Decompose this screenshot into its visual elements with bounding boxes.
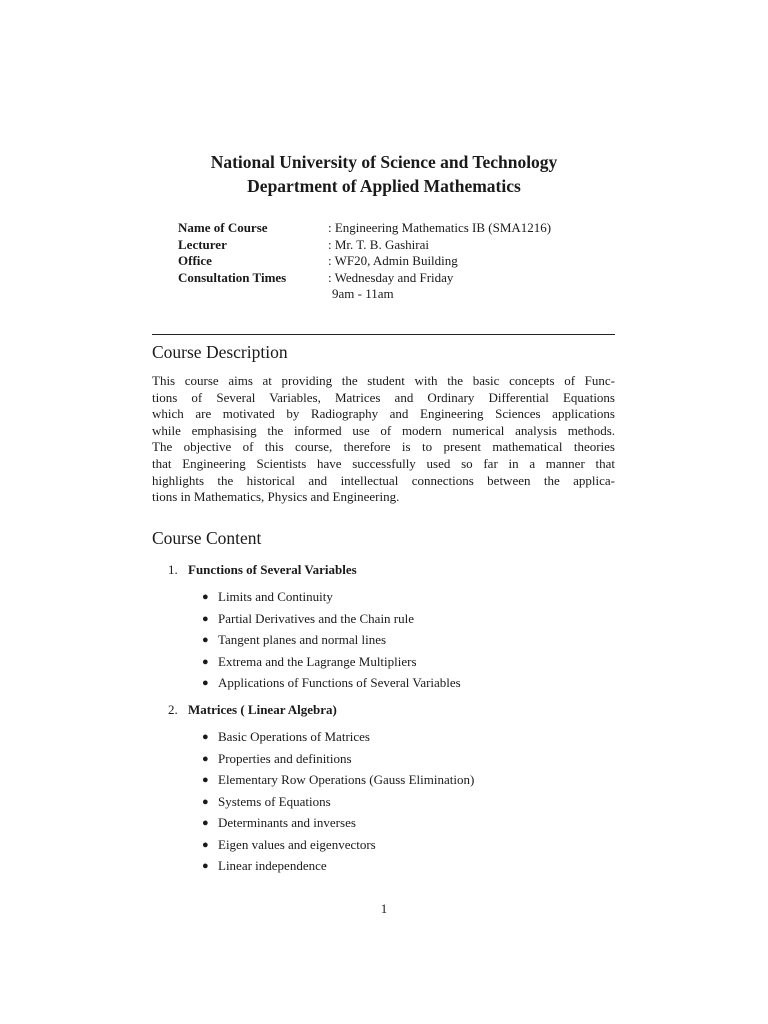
bullet-icon: ● (202, 634, 209, 646)
list-item (202, 729, 474, 751)
info-row-lecturer (178, 237, 551, 254)
list-item-text: Systems of Equations (218, 793, 331, 809)
list-item-text: Properties and definitions (218, 750, 352, 766)
topic-1-items (202, 589, 461, 697)
description-line: while emphasising the informed use of modern numerical analysis methods. (152, 422, 615, 438)
list-item-text: Extrema and the Lagrange Multipliers (218, 653, 417, 669)
info-label: Consultation Times (178, 269, 287, 285)
info-value: : Wednesday and Friday (328, 269, 454, 285)
bullet-icon: ● (202, 612, 209, 625)
info-row-course (178, 220, 551, 237)
topic-title: Matrices ( Linear Algebra) (188, 702, 337, 717)
list-item-text: Determinants and inverses (218, 815, 356, 830)
list-item-text: Partial Derivatives and the Chain rule (218, 610, 415, 626)
bullet-icon: ● (202, 731, 209, 743)
list-item-text: Applications of Functions of Several Variables (218, 675, 461, 690)
description-line: highlights the historical and intellectual connections between the applica- (152, 472, 615, 488)
list-item-text: Basic Operations of Matrices (218, 729, 370, 744)
description-line: The objective of this course, therefore is to present mathematical theories (152, 439, 615, 455)
list-item (202, 794, 474, 816)
description-line: tions in Mathematics, Physics and Engineering. (152, 489, 400, 505)
topic-matrices (168, 702, 337, 718)
page-number: 1 (380, 901, 388, 916)
department-name: Department of Applied Mathematics (247, 176, 521, 196)
info-label: Name of Course (178, 220, 268, 235)
list-item-text: Limits and Continuity (218, 589, 333, 604)
topic-2-items (202, 729, 474, 880)
list-item-text: Tangent planes and normal lines (218, 632, 387, 647)
list-item (202, 772, 474, 794)
bullet-icon: ● (202, 677, 209, 689)
list-item-text: Elementary Row Operations (Gauss Elimination) (218, 772, 475, 787)
list-item (202, 632, 461, 654)
bullet-icon: ● (202, 795, 209, 808)
bullet-icon: ● (202, 838, 209, 851)
topic-title: Functions of Several Variables (188, 562, 357, 577)
consultation-hours-text: 9am - 11am (332, 286, 394, 302)
bullet-icon: ● (202, 817, 209, 829)
list-item (202, 589, 461, 611)
course-info-table (178, 220, 551, 303)
bullet-icon: ● (202, 655, 209, 668)
topic-functions-several-variables (168, 562, 357, 578)
bullet-icon: ● (202, 860, 209, 872)
info-label: Office (178, 253, 212, 269)
list-item (202, 815, 474, 837)
consultation-hours (178, 286, 551, 303)
info-value: : WF20, Admin Building (328, 253, 458, 269)
university-name: National University of Science and Technology (210, 152, 558, 172)
info-row-office (178, 253, 551, 270)
list-item (202, 751, 474, 773)
list-item (202, 675, 461, 697)
info-label: Lecturer (178, 236, 227, 252)
list-item-text: Eigen values and eigenvectors (218, 836, 376, 852)
bullet-icon: ● (202, 752, 209, 765)
info-row-consultation (178, 270, 551, 287)
course-description-text (152, 373, 615, 506)
topic-number: 2. (168, 702, 178, 717)
list-item (202, 837, 474, 859)
info-value: : Engineering Mathematics IB (SMA1216) (328, 220, 552, 235)
description-line: that Engineering Scientists have successfully used so far in a manner that (152, 455, 615, 471)
list-item (202, 654, 461, 676)
horizontal-rule (152, 334, 615, 335)
topic-number: 1. (168, 562, 178, 577)
description-line: This course aims at providing the student with the basic concepts of Func- (152, 373, 615, 388)
bullet-icon: ● (202, 591, 209, 603)
description-line: which are motivated by Radiography and Engineering Sciences applications (152, 406, 615, 422)
bullet-icon: ● (202, 774, 209, 786)
course-description-heading: Course Description (152, 342, 288, 362)
description-line: tions of Several Variables, Matrices and Ordinary Differential Equations (152, 389, 615, 405)
list-item (202, 611, 461, 633)
list-item (202, 858, 474, 880)
info-value: : Mr. T. B. Gashirai (328, 236, 429, 252)
list-item-text: Linear independence (218, 858, 327, 873)
document-title (0, 150, 768, 198)
course-content-heading: Course Content (152, 528, 262, 548)
